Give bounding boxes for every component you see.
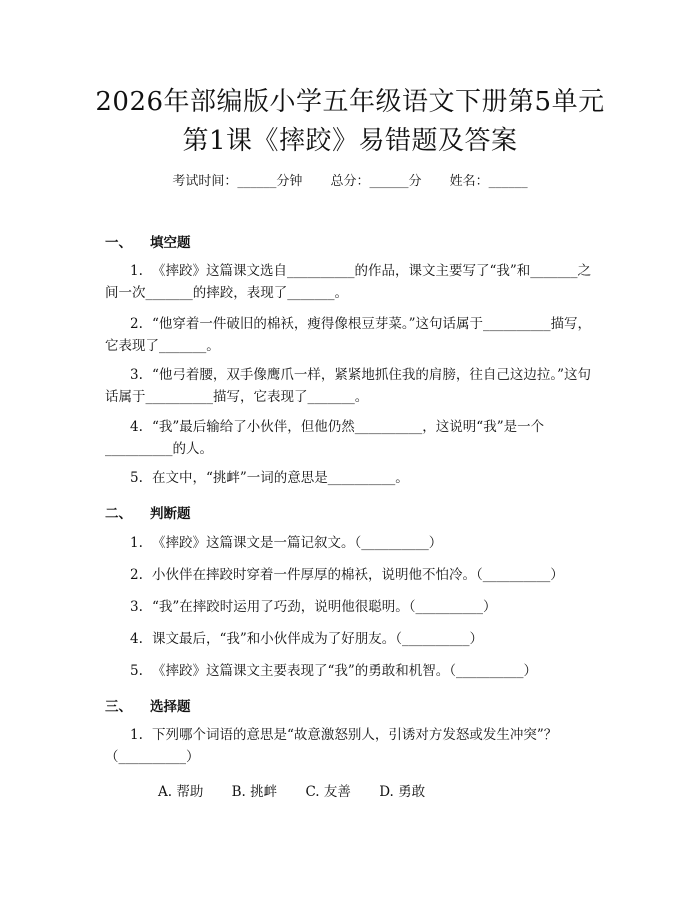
exam-score: 总分：______分 bbox=[330, 174, 422, 189]
title-line-1: 2026年部编版小学五年级语文下册第5单元 bbox=[95, 87, 605, 117]
section-label: 判断题 bbox=[150, 506, 191, 522]
exam-meta bbox=[0, 170, 700, 189]
answer-options bbox=[158, 780, 449, 800]
question-number: 1. bbox=[130, 727, 143, 743]
section-label: 填空题 bbox=[150, 235, 191, 251]
question-number: 5. bbox=[130, 663, 143, 679]
section-heading-judge bbox=[105, 502, 191, 522]
question-text: “他弓着腰，双手像鹰爪一样，紧紧地抓住我的肩膀，往自己这边拉。”这句话属于__________描写，它表现了_______。 bbox=[105, 367, 592, 405]
question-text: 下列哪个词语的意思是“故意激怒别人，引诱对方发怒或发生冲突”？（__________） bbox=[105, 727, 558, 765]
question-text: “我”最后输给了小伙伴，但他仍然__________，这说明“我”是一个__________的人。 bbox=[105, 419, 545, 457]
option-d: D. 勇敢 bbox=[379, 784, 426, 800]
fill-question bbox=[105, 364, 595, 408]
fill-question bbox=[105, 416, 595, 460]
section-heading-fill bbox=[105, 231, 191, 251]
question-text: 《摔跤》这篇课文是一篇记叙文。（__________） bbox=[152, 535, 443, 551]
exam-time: 考试时间：______分钟 bbox=[172, 174, 303, 189]
judge-question bbox=[105, 564, 595, 586]
question-text: 《摔跤》这篇课文选自__________的作品，课文主要写了“我”和_______之间一次_______的摔跤，表现了_______。 bbox=[105, 263, 592, 301]
question-number: 1. bbox=[130, 535, 143, 551]
student-name: 姓名：______ bbox=[449, 174, 528, 189]
question-text: 《摔跤》这篇课文主要表现了“我”的勇敢和机智。（__________） bbox=[152, 663, 538, 679]
title-line-2: 第1课《摔跤》易错题及答案 bbox=[182, 126, 518, 156]
judge-question bbox=[105, 532, 595, 554]
judge-question bbox=[105, 628, 595, 650]
question-number: 5. bbox=[130, 470, 143, 486]
fill-question bbox=[105, 467, 595, 489]
question-number: 1. bbox=[130, 263, 143, 279]
fill-question bbox=[105, 260, 595, 304]
section-number: 二、 bbox=[105, 506, 132, 522]
question-number: 3. bbox=[130, 599, 143, 615]
question-text: 在文中，“挑衅”一词的意思是__________。 bbox=[152, 470, 409, 486]
question-number: 2. bbox=[130, 316, 143, 332]
section-label: 选择题 bbox=[150, 699, 191, 715]
section-number: 三、 bbox=[105, 699, 132, 715]
question-text: 课文最后，“我”和小伙伴成为了好朋友。（__________） bbox=[152, 631, 484, 647]
option-b: B. 挑衅 bbox=[231, 784, 278, 800]
question-text: 小伙伴在摔跤时穿着一件厚厚的棉袄，说明他不怕冷。（__________） bbox=[152, 567, 564, 583]
question-number: 3. bbox=[130, 367, 143, 383]
judge-question bbox=[105, 660, 595, 682]
option-c: C. 友善 bbox=[305, 784, 351, 800]
question-number: 4. bbox=[130, 631, 143, 647]
section-heading-choice bbox=[105, 695, 191, 715]
section-number: 一、 bbox=[105, 235, 132, 251]
question-text: “他穿着一件破旧的棉袄，瘦得像根豆芽菜。”这句话属于__________描写，它表现了_______。 bbox=[105, 316, 592, 354]
question-text: “我”在摔跤时运用了巧劲，说明他很聪明。（__________） bbox=[152, 599, 497, 615]
choice-question bbox=[105, 724, 595, 768]
judge-question bbox=[105, 596, 595, 618]
option-a: A. 帮助 bbox=[158, 784, 204, 800]
fill-question bbox=[105, 313, 595, 357]
question-number: 2. bbox=[130, 567, 143, 583]
question-number: 4. bbox=[130, 419, 143, 435]
